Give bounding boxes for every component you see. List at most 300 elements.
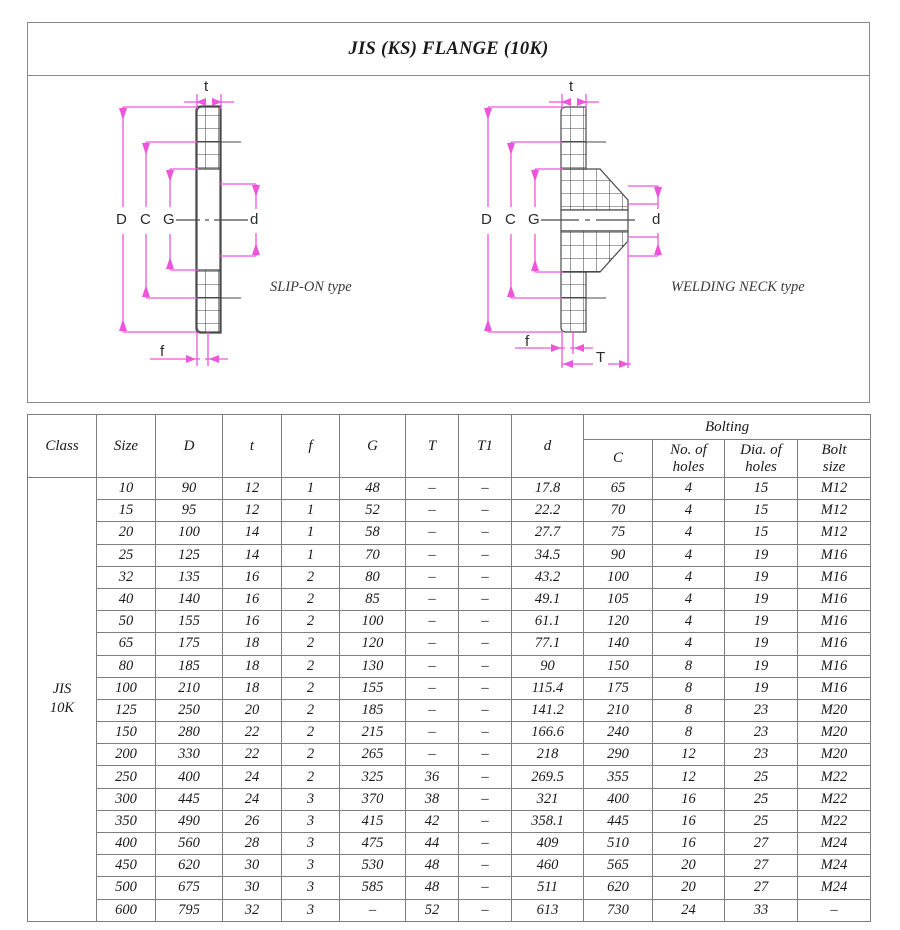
cell-size: 25 <box>97 544 156 566</box>
cell-size: 40 <box>97 588 156 610</box>
table-row <box>28 744 871 766</box>
cell-bolt-size: M16 <box>798 611 871 633</box>
cell-G: 48 <box>340 478 406 500</box>
cell-C: 565 <box>584 855 653 877</box>
table-row <box>28 544 871 566</box>
table-row <box>28 677 871 699</box>
cell-D: 250 <box>156 699 223 721</box>
cell-size: 50 <box>97 611 156 633</box>
cell-bolt-size: M22 <box>798 810 871 832</box>
cell-T1: – <box>459 810 512 832</box>
cell-C: 120 <box>584 611 653 633</box>
cell-T: – <box>406 522 459 544</box>
cell-T1: – <box>459 478 512 500</box>
cell-no-of-holes: 4 <box>653 588 725 610</box>
cell-C: 445 <box>584 810 653 832</box>
cell-f: 1 <box>282 500 340 522</box>
cell-G: 80 <box>340 566 406 588</box>
cell-t: 30 <box>223 855 282 877</box>
cell-d: 141.2 <box>512 699 584 721</box>
cell-G: – <box>340 899 406 921</box>
cell-T1: – <box>459 699 512 721</box>
col-header-size: Size <box>97 415 156 478</box>
cell-D: 100 <box>156 522 223 544</box>
cell-no-of-holes: 16 <box>653 810 725 832</box>
cell-T1: – <box>459 766 512 788</box>
cell-T1: – <box>459 500 512 522</box>
table-row <box>28 833 871 855</box>
table-row <box>28 611 871 633</box>
cell-size: 350 <box>97 810 156 832</box>
cell-size: 20 <box>97 522 156 544</box>
cell-D: 330 <box>156 744 223 766</box>
cell-d: 166.6 <box>512 722 584 744</box>
dim-letter-d-right: d <box>652 211 661 228</box>
col-header-C: C <box>584 440 653 478</box>
table-row <box>28 566 871 588</box>
cell-size: 450 <box>97 855 156 877</box>
table-row <box>28 722 871 744</box>
cell-D: 210 <box>156 677 223 699</box>
cell-size: 32 <box>97 566 156 588</box>
cell-d: 613 <box>512 899 584 921</box>
col-header-D: D <box>156 415 223 478</box>
cell-D: 490 <box>156 810 223 832</box>
cell-bolt-size: M24 <box>798 877 871 899</box>
cell-T: – <box>406 566 459 588</box>
cell-bolt-size: M16 <box>798 566 871 588</box>
cell-T1: – <box>459 588 512 610</box>
table-row <box>28 899 871 921</box>
cell-bolt-size: M16 <box>798 544 871 566</box>
cell-d: 77.1 <box>512 633 584 655</box>
cell-d: 218 <box>512 744 584 766</box>
cell-dia-of-holes: 15 <box>725 478 798 500</box>
slip-on-drawing <box>88 76 448 403</box>
cell-d: 269.5 <box>512 766 584 788</box>
cell-C: 210 <box>584 699 653 721</box>
cell-dia-of-holes: 23 <box>725 699 798 721</box>
cell-bolt-size: M12 <box>798 478 871 500</box>
cell-T1: – <box>459 633 512 655</box>
cell-size: 100 <box>97 677 156 699</box>
cell-C: 510 <box>584 833 653 855</box>
cell-f: 2 <box>282 588 340 610</box>
figure-label-welding-neck: WELDING NECK type <box>671 279 805 295</box>
cell-size: 500 <box>97 877 156 899</box>
cell-dia-of-holes: 19 <box>725 611 798 633</box>
cell-T1: – <box>459 722 512 744</box>
cell-dia-of-holes: 25 <box>725 766 798 788</box>
cell-d: 17.8 <box>512 478 584 500</box>
cell-T1: – <box>459 655 512 677</box>
cell-D: 445 <box>156 788 223 810</box>
cell-d: 61.1 <box>512 611 584 633</box>
table-row <box>28 588 871 610</box>
table-row <box>28 788 871 810</box>
cell-T1: – <box>459 788 512 810</box>
cell-no-of-holes: 8 <box>653 677 725 699</box>
cell-dia-of-holes: 19 <box>725 544 798 566</box>
cell-class <box>28 478 97 922</box>
cell-bolt-size: M20 <box>798 744 871 766</box>
cell-t: 16 <box>223 611 282 633</box>
cell-t: 16 <box>223 588 282 610</box>
col-header-dia-of-holes <box>725 440 798 478</box>
cell-no-of-holes: 4 <box>653 611 725 633</box>
cell-C: 620 <box>584 877 653 899</box>
table-row <box>28 522 871 544</box>
cell-no-of-holes: 4 <box>653 544 725 566</box>
cell-f: 2 <box>282 611 340 633</box>
table-row <box>28 699 871 721</box>
cell-f: 2 <box>282 677 340 699</box>
cell-bolt-size: M12 <box>798 500 871 522</box>
cell-G: 120 <box>340 633 406 655</box>
table-row <box>28 478 871 500</box>
cell-no-of-holes: 20 <box>653 855 725 877</box>
cell-t: 22 <box>223 722 282 744</box>
cell-dia-of-holes: 23 <box>725 722 798 744</box>
cell-D: 175 <box>156 633 223 655</box>
cell-d: 34.5 <box>512 544 584 566</box>
col-header-bolt-size <box>798 440 871 478</box>
cell-no-of-holes: 4 <box>653 478 725 500</box>
cell-d: 27.7 <box>512 522 584 544</box>
cell-f: 1 <box>282 478 340 500</box>
cell-no-of-holes: 16 <box>653 788 725 810</box>
dim-letter-T-right: T <box>596 349 606 366</box>
cell-d: 321 <box>512 788 584 810</box>
cell-T: 42 <box>406 810 459 832</box>
cell-T: – <box>406 611 459 633</box>
dim-letter-d-left: d <box>250 211 259 228</box>
col-header-G: G <box>340 415 406 478</box>
cell-f: 2 <box>282 699 340 721</box>
cell-f: 2 <box>282 655 340 677</box>
cell-G: 52 <box>340 500 406 522</box>
table-row <box>28 500 871 522</box>
cell-T: 38 <box>406 788 459 810</box>
cell-d: 49.1 <box>512 588 584 610</box>
cell-dia-of-holes: 23 <box>725 744 798 766</box>
cell-G: 370 <box>340 788 406 810</box>
cell-f: 2 <box>282 566 340 588</box>
cell-size: 80 <box>97 655 156 677</box>
cell-D: 675 <box>156 877 223 899</box>
cell-dia-of-holes: 27 <box>725 855 798 877</box>
cell-t: 24 <box>223 788 282 810</box>
table-row <box>28 810 871 832</box>
col-header-no-of-holes-line2: holes <box>672 458 705 475</box>
cell-size: 250 <box>97 766 156 788</box>
col-group-header-bolting: Bolting <box>584 415 871 440</box>
cell-t: 22 <box>223 744 282 766</box>
figure-label-slip-on: SLIP-ON type <box>270 279 352 295</box>
cell-T: 44 <box>406 833 459 855</box>
col-header-class: Class <box>28 415 97 478</box>
cell-G: 85 <box>340 588 406 610</box>
cell-d: 115.4 <box>512 677 584 699</box>
cell-T: – <box>406 722 459 744</box>
cell-t: 18 <box>223 655 282 677</box>
dim-letter-t-left: t <box>204 78 209 95</box>
cell-T: – <box>406 478 459 500</box>
cell-f: 3 <box>282 788 340 810</box>
cell-bolt-size: M20 <box>798 722 871 744</box>
dim-letter-D-right: D <box>481 211 492 228</box>
cell-f: 2 <box>282 744 340 766</box>
cell-D: 140 <box>156 588 223 610</box>
cell-G: 155 <box>340 677 406 699</box>
table-body <box>28 478 871 922</box>
cell-C: 90 <box>584 544 653 566</box>
cell-C: 730 <box>584 899 653 921</box>
cell-D: 620 <box>156 855 223 877</box>
cell-dia-of-holes: 15 <box>725 522 798 544</box>
cell-T: – <box>406 633 459 655</box>
cell-dia-of-holes: 19 <box>725 588 798 610</box>
cell-D: 155 <box>156 611 223 633</box>
dim-letter-G-left: G <box>163 211 175 228</box>
cell-size: 15 <box>97 500 156 522</box>
cell-T: – <box>406 699 459 721</box>
cell-T: – <box>406 544 459 566</box>
cell-D: 125 <box>156 544 223 566</box>
cell-f: 1 <box>282 522 340 544</box>
cell-T1: – <box>459 522 512 544</box>
table-row <box>28 855 871 877</box>
cell-T: – <box>406 655 459 677</box>
cell-G: 185 <box>340 699 406 721</box>
cell-bolt-size: M20 <box>798 699 871 721</box>
cell-bolt-size: M16 <box>798 588 871 610</box>
cell-t: 18 <box>223 677 282 699</box>
cell-t: 20 <box>223 699 282 721</box>
cell-D: 280 <box>156 722 223 744</box>
cell-no-of-holes: 16 <box>653 833 725 855</box>
cell-T1: – <box>459 744 512 766</box>
cell-t: 18 <box>223 633 282 655</box>
cell-C: 355 <box>584 766 653 788</box>
cell-C: 100 <box>584 566 653 588</box>
cell-T1: – <box>459 899 512 921</box>
cell-f: 1 <box>282 544 340 566</box>
col-header-dia-of-holes-line2: holes <box>745 458 777 475</box>
cell-f: 3 <box>282 899 340 921</box>
cell-C: 65 <box>584 478 653 500</box>
cell-no-of-holes: 12 <box>653 744 725 766</box>
cell-bolt-size: M22 <box>798 766 871 788</box>
cell-G: 130 <box>340 655 406 677</box>
cell-no-of-holes: 12 <box>653 766 725 788</box>
cell-D: 185 <box>156 655 223 677</box>
cell-C: 75 <box>584 522 653 544</box>
cell-size: 200 <box>97 744 156 766</box>
cell-no-of-holes: 8 <box>653 655 725 677</box>
cell-bolt-size: M24 <box>798 833 871 855</box>
cell-D: 135 <box>156 566 223 588</box>
col-header-t: t <box>223 415 282 478</box>
cell-d: 90 <box>512 655 584 677</box>
cell-no-of-holes: 8 <box>653 722 725 744</box>
col-header-bolt-size-line2: size <box>822 458 846 475</box>
cell-dia-of-holes: 19 <box>725 633 798 655</box>
dim-letter-f-right: f <box>525 333 530 350</box>
cell-dia-of-holes: 15 <box>725 500 798 522</box>
cell-d: 22.2 <box>512 500 584 522</box>
drawing-sheet <box>27 22 872 918</box>
cell-size: 600 <box>97 899 156 921</box>
cell-dia-of-holes: 27 <box>725 833 798 855</box>
drawing-panel <box>27 76 870 403</box>
cell-no-of-holes: 20 <box>653 877 725 899</box>
cell-t: 12 <box>223 500 282 522</box>
cell-G: 70 <box>340 544 406 566</box>
cell-D: 560 <box>156 833 223 855</box>
col-header-bolt-size-line1: Bolt <box>821 441 847 458</box>
cell-C: 290 <box>584 744 653 766</box>
flange-spec-table-wrapper <box>27 414 870 922</box>
col-header-no-of-holes-line1: No. of <box>670 441 707 458</box>
cell-bolt-size: M16 <box>798 677 871 699</box>
cell-G: 415 <box>340 810 406 832</box>
cell-bolt-size: M16 <box>798 633 871 655</box>
cell-T1: – <box>459 677 512 699</box>
cell-d: 511 <box>512 877 584 899</box>
table-row <box>28 877 871 899</box>
cell-T: 52 <box>406 899 459 921</box>
figure-welding-neck <box>453 76 853 403</box>
dim-letter-C-right: C <box>505 211 516 228</box>
cell-T1: – <box>459 833 512 855</box>
cell-G: 215 <box>340 722 406 744</box>
cell-no-of-holes: 4 <box>653 633 725 655</box>
cell-no-of-holes: 8 <box>653 699 725 721</box>
cell-f: 3 <box>282 810 340 832</box>
class-label-line2: 10K <box>49 700 75 717</box>
figure-slip-on <box>88 76 448 403</box>
cell-t: 28 <box>223 833 282 855</box>
cell-size: 150 <box>97 722 156 744</box>
cell-C: 140 <box>584 633 653 655</box>
cell-G: 530 <box>340 855 406 877</box>
cell-G: 325 <box>340 766 406 788</box>
cell-t: 12 <box>223 478 282 500</box>
col-header-dia-of-holes-line1: Dia. of <box>740 441 782 458</box>
flange-spec-table <box>27 414 871 922</box>
cell-G: 58 <box>340 522 406 544</box>
cell-t: 14 <box>223 544 282 566</box>
cell-size: 65 <box>97 633 156 655</box>
cell-t: 32 <box>223 899 282 921</box>
welding-neck-drawing <box>453 76 853 403</box>
cell-no-of-holes: 4 <box>653 566 725 588</box>
cell-f: 2 <box>282 722 340 744</box>
cell-t: 14 <box>223 522 282 544</box>
cell-T1: – <box>459 611 512 633</box>
cell-size: 400 <box>97 833 156 855</box>
class-label-line1: JIS <box>52 680 72 697</box>
cell-dia-of-holes: 19 <box>725 566 798 588</box>
dim-letter-f-left: f <box>160 343 165 360</box>
cell-t: 26 <box>223 810 282 832</box>
cell-dia-of-holes: 25 <box>725 788 798 810</box>
col-header-f: f <box>282 415 340 478</box>
cell-size: 125 <box>97 699 156 721</box>
cell-t: 16 <box>223 566 282 588</box>
cell-dia-of-holes: 19 <box>725 677 798 699</box>
table-row <box>28 655 871 677</box>
table-row <box>28 633 871 655</box>
cell-T: – <box>406 588 459 610</box>
cell-dia-of-holes: 27 <box>725 877 798 899</box>
col-header-T1: T1 <box>459 415 512 478</box>
cell-C: 400 <box>584 788 653 810</box>
cell-bolt-size: M16 <box>798 655 871 677</box>
cell-bolt-size: M24 <box>798 855 871 877</box>
cell-C: 70 <box>584 500 653 522</box>
cell-C: 240 <box>584 722 653 744</box>
cell-T: 48 <box>406 877 459 899</box>
cell-f: 2 <box>282 633 340 655</box>
cell-T: 48 <box>406 855 459 877</box>
cell-d: 409 <box>512 833 584 855</box>
cell-D: 95 <box>156 500 223 522</box>
cell-no-of-holes: 24 <box>653 899 725 921</box>
page-title: JIS (KS) FLANGE (10K) <box>348 38 549 59</box>
cell-no-of-holes: 4 <box>653 500 725 522</box>
cell-T: – <box>406 677 459 699</box>
cell-T1: – <box>459 877 512 899</box>
cell-T1: – <box>459 855 512 877</box>
cell-dia-of-holes: 19 <box>725 655 798 677</box>
cell-dia-of-holes: 33 <box>725 899 798 921</box>
cell-no-of-holes: 4 <box>653 522 725 544</box>
cell-G: 265 <box>340 744 406 766</box>
cell-G: 585 <box>340 877 406 899</box>
cell-d: 460 <box>512 855 584 877</box>
cell-bolt-size: M22 <box>798 788 871 810</box>
cell-D: 795 <box>156 899 223 921</box>
cell-bolt-size: M12 <box>798 522 871 544</box>
cell-G: 475 <box>340 833 406 855</box>
cell-dia-of-holes: 25 <box>725 810 798 832</box>
col-header-d: d <box>512 415 584 478</box>
cell-f: 2 <box>282 766 340 788</box>
cell-D: 90 <box>156 478 223 500</box>
cell-f: 3 <box>282 855 340 877</box>
dim-letter-C-left: C <box>140 211 151 228</box>
cell-size: 10 <box>97 478 156 500</box>
cell-bolt-size: – <box>798 899 871 921</box>
cell-f: 3 <box>282 877 340 899</box>
cell-D: 400 <box>156 766 223 788</box>
cell-G: 100 <box>340 611 406 633</box>
cell-t: 24 <box>223 766 282 788</box>
cell-d: 358.1 <box>512 810 584 832</box>
cell-C: 150 <box>584 655 653 677</box>
cell-f: 3 <box>282 833 340 855</box>
cell-C: 175 <box>584 677 653 699</box>
title-block <box>27 22 870 76</box>
cell-t: 30 <box>223 877 282 899</box>
cell-d: 43.2 <box>512 566 584 588</box>
dim-letter-G-right: G <box>528 211 540 228</box>
cell-T: – <box>406 500 459 522</box>
cell-T: – <box>406 744 459 766</box>
cell-T: 36 <box>406 766 459 788</box>
